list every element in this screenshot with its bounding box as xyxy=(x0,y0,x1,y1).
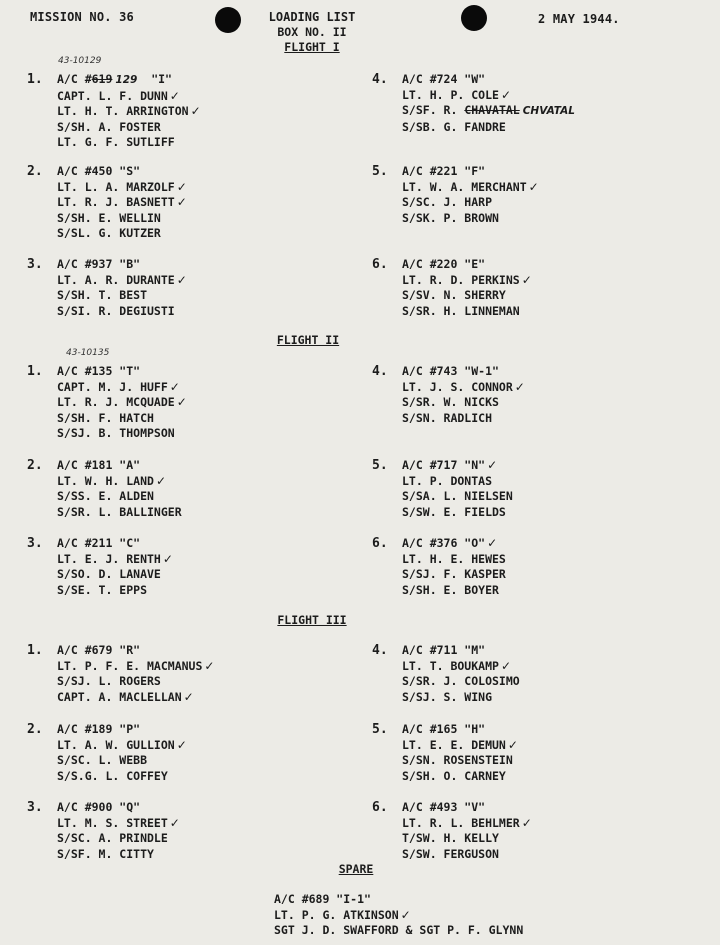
flight-2-aircraft-4 xyxy=(372,364,525,426)
crew-member: LT. R. J. BASNETT ✓ xyxy=(57,195,187,209)
crew-member: S/SA. L. NIELSEN xyxy=(402,489,513,503)
crew-member: S/SR. L. BALLINGER xyxy=(57,504,182,519)
aircraft-line: A/C #717 "N" ✓ xyxy=(402,458,498,472)
check-mark-icon: ✓ xyxy=(507,737,518,752)
crew-member: LT. M. S. STREET ✓ xyxy=(57,815,180,830)
entry-number: 6. xyxy=(372,257,388,272)
entry-number: 5. xyxy=(372,458,388,473)
crew-member: LT. J. S. CONNOR ✓ xyxy=(402,379,525,394)
entry-number: 3. xyxy=(27,800,43,815)
crew-member: LT. H. T. ARRINGTON ✓ xyxy=(57,104,201,118)
check-mark-icon: ✓ xyxy=(176,395,187,409)
check-mark-icon: ✓ xyxy=(487,458,498,472)
crew-member: S/SH. E. BOYER xyxy=(402,582,499,597)
entry-number: 2. xyxy=(27,722,43,737)
check-mark-icon: ✓ xyxy=(162,551,173,566)
crew-member: CAPT. A. MACLELLAN ✓ xyxy=(57,689,194,704)
entry-number: 4. xyxy=(372,72,388,87)
crew-member: T/SW. H. KELLY xyxy=(402,831,499,845)
entry-number: 4. xyxy=(372,643,388,658)
crew-member: CAPT. L. F. DUNN ✓ xyxy=(57,88,180,103)
check-mark-icon: ✓ xyxy=(176,272,187,287)
aircraft-line: A/C #165 "H" xyxy=(402,722,486,736)
aircraft-line: A/C #376 "O" ✓ xyxy=(402,536,498,550)
aircraft-serial-note: 43-10129 xyxy=(58,56,102,66)
box-number: BOX NO. II xyxy=(277,25,347,39)
aircraft-line: A/C #679 "R" xyxy=(57,643,141,657)
crew-member: LT. R. J. MCQUADE ✓ xyxy=(57,395,187,409)
spare-aircraft xyxy=(274,892,523,939)
entry-number: 6. xyxy=(372,800,388,815)
flight-3-aircraft-4 xyxy=(372,643,520,705)
check-mark-icon: ✓ xyxy=(400,907,411,922)
crew-member: LT. H. P. COLE ✓ xyxy=(402,87,511,102)
check-mark-icon: ✓ xyxy=(500,87,511,102)
crew-member: S/SR. J. COLOSIMO xyxy=(402,674,520,688)
aircraft-line: A/C #937 "B" xyxy=(57,257,141,271)
check-mark-icon: ✓ xyxy=(176,179,187,194)
crew-member: S/SN. ROSENSTEIN xyxy=(402,753,513,767)
flight-2-aircraft-3 xyxy=(27,536,173,598)
crew-member: LT. A. R. DURANTE ✓ xyxy=(57,272,187,287)
crew-member: SGT J. D. SWAFFORD & SGT P. F. GLYNN xyxy=(274,923,524,937)
crew-member: S/SB. G. FANDRE xyxy=(402,119,506,134)
check-mark-icon: ✓ xyxy=(155,473,166,488)
flight-3-aircraft-1 xyxy=(27,643,215,705)
aircraft-line: A/C #724 "W" xyxy=(402,72,486,86)
check-mark-icon: ✓ xyxy=(487,536,498,550)
handwritten-aircraft-number: 129 xyxy=(115,74,138,86)
crew-member: LT. L. A. MARZOLF ✓ xyxy=(57,179,187,194)
crew-member: S/SL. G. KUTZER xyxy=(57,226,161,240)
crew-member: S/SH. T. BEST xyxy=(57,288,148,302)
crew-member: S/SJ. F. KASPER xyxy=(402,567,506,581)
crew-member: LT. R. L. BEHLMER ✓ xyxy=(402,815,532,830)
entry-number: 2. xyxy=(27,458,43,473)
entry-number: 3. xyxy=(27,257,43,272)
crew-member: S/SI. R. DEGIUSTI xyxy=(57,303,175,318)
crew-member: S/SK. P. BROWN xyxy=(402,210,499,225)
aircraft-line: A/C #221 "F" xyxy=(402,164,486,178)
crew-member: S/SH. F. HATCH xyxy=(57,410,154,425)
flight-1-aircraft-4 xyxy=(372,72,575,135)
aircraft-line: A/C #211 "C" xyxy=(57,536,141,550)
entry-number: 1. xyxy=(27,364,43,379)
punch-hole-right xyxy=(461,5,487,31)
crew-member: S/SH. E. WELLIN xyxy=(57,210,161,225)
crew-member: S/SV. N. SHERRY xyxy=(402,288,506,302)
crew-member: S/S.G. L. COFFEY xyxy=(57,768,168,783)
crew-member: S/SF. R. CHAVATAL CHVATAL xyxy=(402,103,575,117)
loading-list-title: LOADING LIST xyxy=(268,10,356,24)
aircraft-line: A/C #189 "P" xyxy=(57,722,141,736)
crew-member: S/SE. T. EPPS xyxy=(57,582,148,597)
check-mark-icon: ✓ xyxy=(514,379,525,394)
check-mark-icon: ✓ xyxy=(176,737,187,752)
entry-number: 4. xyxy=(372,364,388,379)
flight-3-aircraft-5 xyxy=(372,722,518,784)
check-mark-icon: ✓ xyxy=(528,179,539,194)
crew-member: LT. E. J. RENTH ✓ xyxy=(57,551,173,566)
mission-number: MISSION NO. 36 xyxy=(30,10,134,24)
flight-3-aircraft-2 xyxy=(27,722,187,784)
aircraft-line: A/C #711 "M" xyxy=(402,643,486,657)
crew-member: S/SC. L. WEBB xyxy=(57,753,148,767)
aircraft-line: A/C #900 "Q" xyxy=(57,800,141,814)
flight-1-aircraft-3 xyxy=(27,257,187,319)
flight-2-aircraft-1 xyxy=(27,364,187,442)
check-mark-icon: ✓ xyxy=(500,658,511,673)
flight-1-aircraft-6 xyxy=(372,257,532,319)
aircraft-line: A/C #493 "V" xyxy=(402,800,486,814)
handwritten-correction: CHVATAL xyxy=(522,105,575,117)
flight-1-aircraft-1 xyxy=(27,72,201,151)
aircraft-line: A/C #619 129 "I" xyxy=(57,72,172,86)
flight-3-title: FLIGHT III xyxy=(277,613,347,627)
crew-member: LT. H. E. HEWES xyxy=(402,551,506,566)
struck-name: CHAVATAL xyxy=(464,103,520,117)
entry-number: 5. xyxy=(372,164,388,179)
check-mark-icon: ✓ xyxy=(169,88,180,103)
aircraft-serial-note: 43-10135 xyxy=(66,348,110,358)
crew-member: LT. E. E. DEMUN ✓ xyxy=(402,737,518,752)
aircraft-line: A/C #450 "S" xyxy=(57,164,141,178)
flight-1-aircraft-5 xyxy=(372,164,539,226)
aircraft-line: A/C #181 "A" xyxy=(57,458,141,472)
crew-member: LT. T. BOUKAMP ✓ xyxy=(402,658,511,673)
entry-number: 1. xyxy=(27,72,43,87)
check-mark-icon: ✓ xyxy=(521,815,532,830)
flight-2-title: FLIGHT II xyxy=(276,333,340,347)
document-date: 2 MAY 1944. xyxy=(538,12,620,26)
flight-2-aircraft-5 xyxy=(372,458,513,520)
entry-number: 1. xyxy=(27,643,43,658)
aircraft-line: A/C #689 "I-1" xyxy=(274,892,371,906)
flight-3-aircraft-6 xyxy=(372,800,532,862)
struck-aircraft-number: 619 xyxy=(91,72,113,86)
check-mark-icon: ✓ xyxy=(169,815,180,830)
crew-member: LT. P. F. E. MACMANUS ✓ xyxy=(57,658,215,673)
crew-member: S/SJ. S. WING xyxy=(402,689,493,704)
aircraft-line: A/C #743 "W-1" xyxy=(402,364,499,378)
crew-member: LT. W. H. LAND ✓ xyxy=(57,473,166,488)
check-mark-icon: ✓ xyxy=(169,379,180,394)
crew-member: S/SN. RADLICH xyxy=(402,410,493,425)
entry-number: 2. xyxy=(27,164,43,179)
crew-member: LT. P. G. ATKINSON ✓ xyxy=(274,907,411,922)
flight-3-aircraft-3 xyxy=(27,800,180,862)
entry-number: 6. xyxy=(372,536,388,551)
crew-member: S/SW. FERGUSON xyxy=(402,846,499,861)
crew-member: LT. W. A. MERCHANT ✓ xyxy=(402,179,539,194)
check-mark-icon: ✓ xyxy=(521,272,532,287)
flight-1-aircraft-2 xyxy=(27,164,187,242)
flight-1-title: FLIGHT I xyxy=(284,40,340,54)
crew-member: S/SR. W. NICKS xyxy=(402,395,499,409)
crew-member: S/SJ. L. ROGERS xyxy=(57,674,161,688)
check-mark-icon: ✓ xyxy=(183,689,194,704)
crew-member: LT. P. DONTAS xyxy=(402,473,493,488)
crew-member: S/SW. E. FIELDS xyxy=(402,504,506,519)
crew-member: S/SC. A. PRINDLE xyxy=(57,831,168,845)
crew-member: LT. R. D. PERKINS ✓ xyxy=(402,272,532,287)
crew-member: CAPT. M. J. HUFF ✓ xyxy=(57,379,180,394)
crew-member: S/SC. J. HARP xyxy=(402,195,493,209)
check-mark-icon: ✓ xyxy=(204,658,215,673)
crew-member: LT. G. F. SUTLIFF xyxy=(57,135,175,149)
crew-member: S/SR. H. LINNEMAN xyxy=(402,303,520,318)
spare-title: SPARE xyxy=(338,862,374,876)
flight-2-aircraft-6 xyxy=(372,536,506,598)
aircraft-line: A/C #220 "E" xyxy=(402,257,486,271)
crew-member: S/SH. O. CARNEY xyxy=(402,768,506,783)
crew-member: S/SH. A. FOSTER xyxy=(57,119,161,134)
crew-member: S/SJ. B. THOMPSON xyxy=(57,426,175,440)
entry-number: 5. xyxy=(372,722,388,737)
crew-member: S/SS. E. ALDEN xyxy=(57,489,154,503)
crew-member: S/SO. D. LANAVE xyxy=(57,567,161,581)
check-mark-icon: ✓ xyxy=(176,195,187,209)
flight-2-aircraft-2 xyxy=(27,458,182,520)
crew-member: S/SF. M. CITTY xyxy=(57,846,154,861)
check-mark-icon: ✓ xyxy=(190,104,201,118)
aircraft-line: A/C #135 "T" xyxy=(57,364,141,378)
crew-member: LT. A. W. GULLION ✓ xyxy=(57,737,187,752)
entry-number: 3. xyxy=(27,536,43,551)
